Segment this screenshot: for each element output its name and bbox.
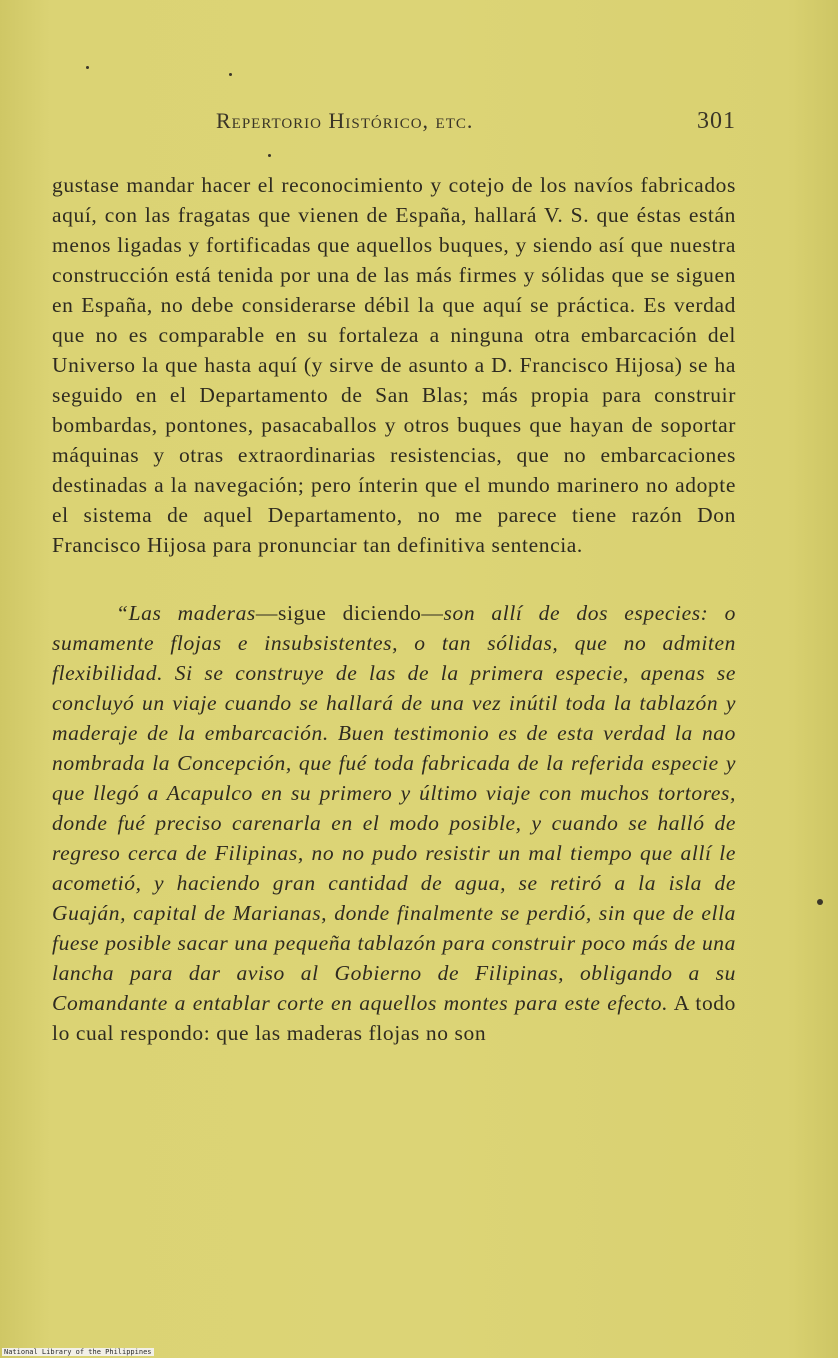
author-reply: A todo lo cual respondo: que las maderas flojas no son [52,991,736,1045]
quote-open-mark: “ [116,601,129,625]
ink-speck [229,73,232,76]
running-title: Repertorio Histórico, etc. [216,108,474,133]
ink-speck [268,154,271,157]
page-number: 301 [697,108,736,134]
paragraph-1: gustase mandar hacer el reconocimiento y cotejo de los navíos fabricados aquí, con las fragatas que vienen de España, hallará V. S. que éstas están menos ligadas y fortificadas que aquellos buques, y siendo así que nuestra construcción está tenida por una de las más firmes y sólidas que se siguen en España, no debe considerarse débil la que aquí se práctica. Es verdad que no es comparable en su fortaleza a ninguna otra embarcación del Universo la que hasta aquí (y sirve de asunto a D. Francisco Hijosa) se ha seguido en el Departamento de San Blas; más propia para construir bombardas, pontones, pasacaballos y otros buques que hayan de soportar máquinas y otras extraordinarias resistencias, que no embarcaciones destinadas a la navegación; pero ínterin que el mundo marinero no adopte el sistema de aquel Departamento, no me parece tiene razón Don Francisco Hijosa para pronunciar tan definitiva sentencia. [52,173,736,557]
ink-speck [86,66,89,69]
ink-speck [817,899,823,905]
page-body [52,170,736,1048]
page-header [216,108,736,138]
library-credit: National Library of the Philippines [4,1348,152,1356]
paragraph-2 [52,598,736,1048]
quote-interjection: —sigue diciendo— [255,601,444,625]
quote-part-1: Las maderas [128,601,256,625]
quote-part-2: son allí de dos especies: o sumamente flojas e insubsistentes, o tan sólidas, que no admiten flexibilidad. Si se construye de las de la primera especie, apenas se concluyó un viaje cuando se hallará de una vez inútil toda la tablazón y maderaje de la embarcación. Buen testimonio es de esta verdad la nao nombrada la Concepción, que fué toda fabricada de la referida especie y que llegó a Acapulco en su primero y último viaje con muchos tortores, donde fué preciso carenarla en el modo posible, y cuando se halló de regreso cerca de Filipinas, no no pudo resistir un mal tiempo que allí le acometió, y haciendo gran cantidad de agua, se retiró a la isla de Guaján, capital de Marianas, donde finalmente se perdió, sin que de ella fuese posible sacar una pequeña tablazón para construir poco más de una lancha para dar aviso al Gobierno de Filipinas, obligando a su Comandante a entablar corte en aquellos montes para este efecto. [52,601,737,1015]
